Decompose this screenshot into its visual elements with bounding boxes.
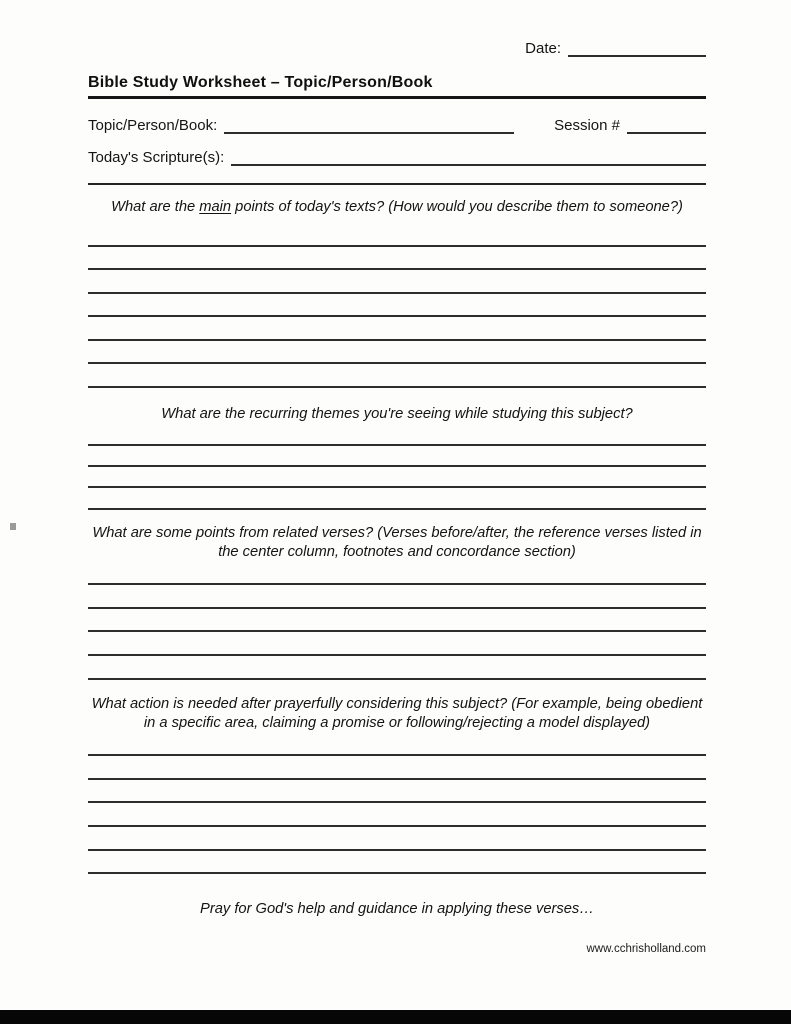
answer-line[interactable] <box>88 223 706 247</box>
underlined-word: main <box>199 199 232 215</box>
answer-line[interactable] <box>88 294 706 318</box>
worksheet-section <box>88 524 706 680</box>
scripture-row <box>88 149 706 166</box>
answer-line[interactable] <box>88 756 706 780</box>
date-label: Date: <box>525 40 561 57</box>
answer-line[interactable] <box>88 803 706 827</box>
answer-lines <box>88 562 706 680</box>
question-text: What are the <box>111 199 200 215</box>
answer-lines <box>88 733 706 875</box>
section-question <box>90 198 704 217</box>
answer-line[interactable] <box>88 488 706 509</box>
section-question <box>90 524 704 562</box>
question-text: What are the recurring themes you're seeing while studying this subject? <box>161 405 633 422</box>
answer-line[interactable] <box>88 656 706 680</box>
scan-edge-bar <box>0 1010 791 1024</box>
topic-session-row <box>88 117 706 134</box>
answer-line[interactable] <box>88 780 706 804</box>
question-sections <box>88 198 706 874</box>
answer-line[interactable] <box>88 562 706 586</box>
scan-artifact <box>10 523 16 530</box>
date-row <box>88 0 706 57</box>
answer-line[interactable] <box>88 270 706 294</box>
worksheet-section <box>88 405 706 510</box>
topic-input-line[interactable] <box>224 117 514 134</box>
session-input-line[interactable] <box>627 117 706 134</box>
answer-line[interactable] <box>88 609 706 633</box>
website-url: www.cchrisholland.com <box>586 943 706 956</box>
worksheet-content <box>88 0 706 955</box>
question-text: What are some points from related verses? (Verses before/after, the reference verses listed in the center column, footnotes and concordance section) <box>92 524 702 560</box>
section-divider <box>88 183 706 185</box>
worksheet-section <box>88 695 706 875</box>
answer-line[interactable] <box>88 632 706 656</box>
answer-line[interactable] <box>88 247 706 271</box>
worksheet-section <box>88 198 706 388</box>
section-question <box>90 695 704 733</box>
topic-label: Topic/Person/Book: <box>88 117 218 134</box>
answer-lines <box>88 425 706 510</box>
answer-line[interactable] <box>88 341 706 365</box>
question-text: What action is needed after prayerfully considering this subject? (For example, being obedient in a specific area, claiming a promise or following/rejecting a model displayed) <box>91 695 703 731</box>
question-text: points of today's texts? (How would you describe them to someone?) <box>231 199 683 215</box>
date-input-line[interactable] <box>568 40 706 57</box>
answer-line[interactable] <box>88 364 706 388</box>
scripture-input-line[interactable] <box>231 149 706 166</box>
answer-line[interactable] <box>88 851 706 875</box>
answer-line[interactable] <box>88 317 706 341</box>
section-question <box>90 405 704 424</box>
answer-line[interactable] <box>88 446 706 467</box>
scripture-label: Today's Scripture(s): <box>88 149 225 166</box>
answer-lines <box>88 223 706 388</box>
answer-line[interactable] <box>88 585 706 609</box>
answer-line[interactable] <box>88 827 706 851</box>
answer-line[interactable] <box>88 467 706 488</box>
answer-line[interactable] <box>88 733 706 757</box>
page-title: Bible Study Worksheet – Topic/Person/Book <box>88 74 706 99</box>
closing-prayer-note: Pray for God's help and guidance in applying these verses… <box>200 901 594 918</box>
session-label: Session # <box>554 117 620 134</box>
answer-line[interactable] <box>88 425 706 446</box>
